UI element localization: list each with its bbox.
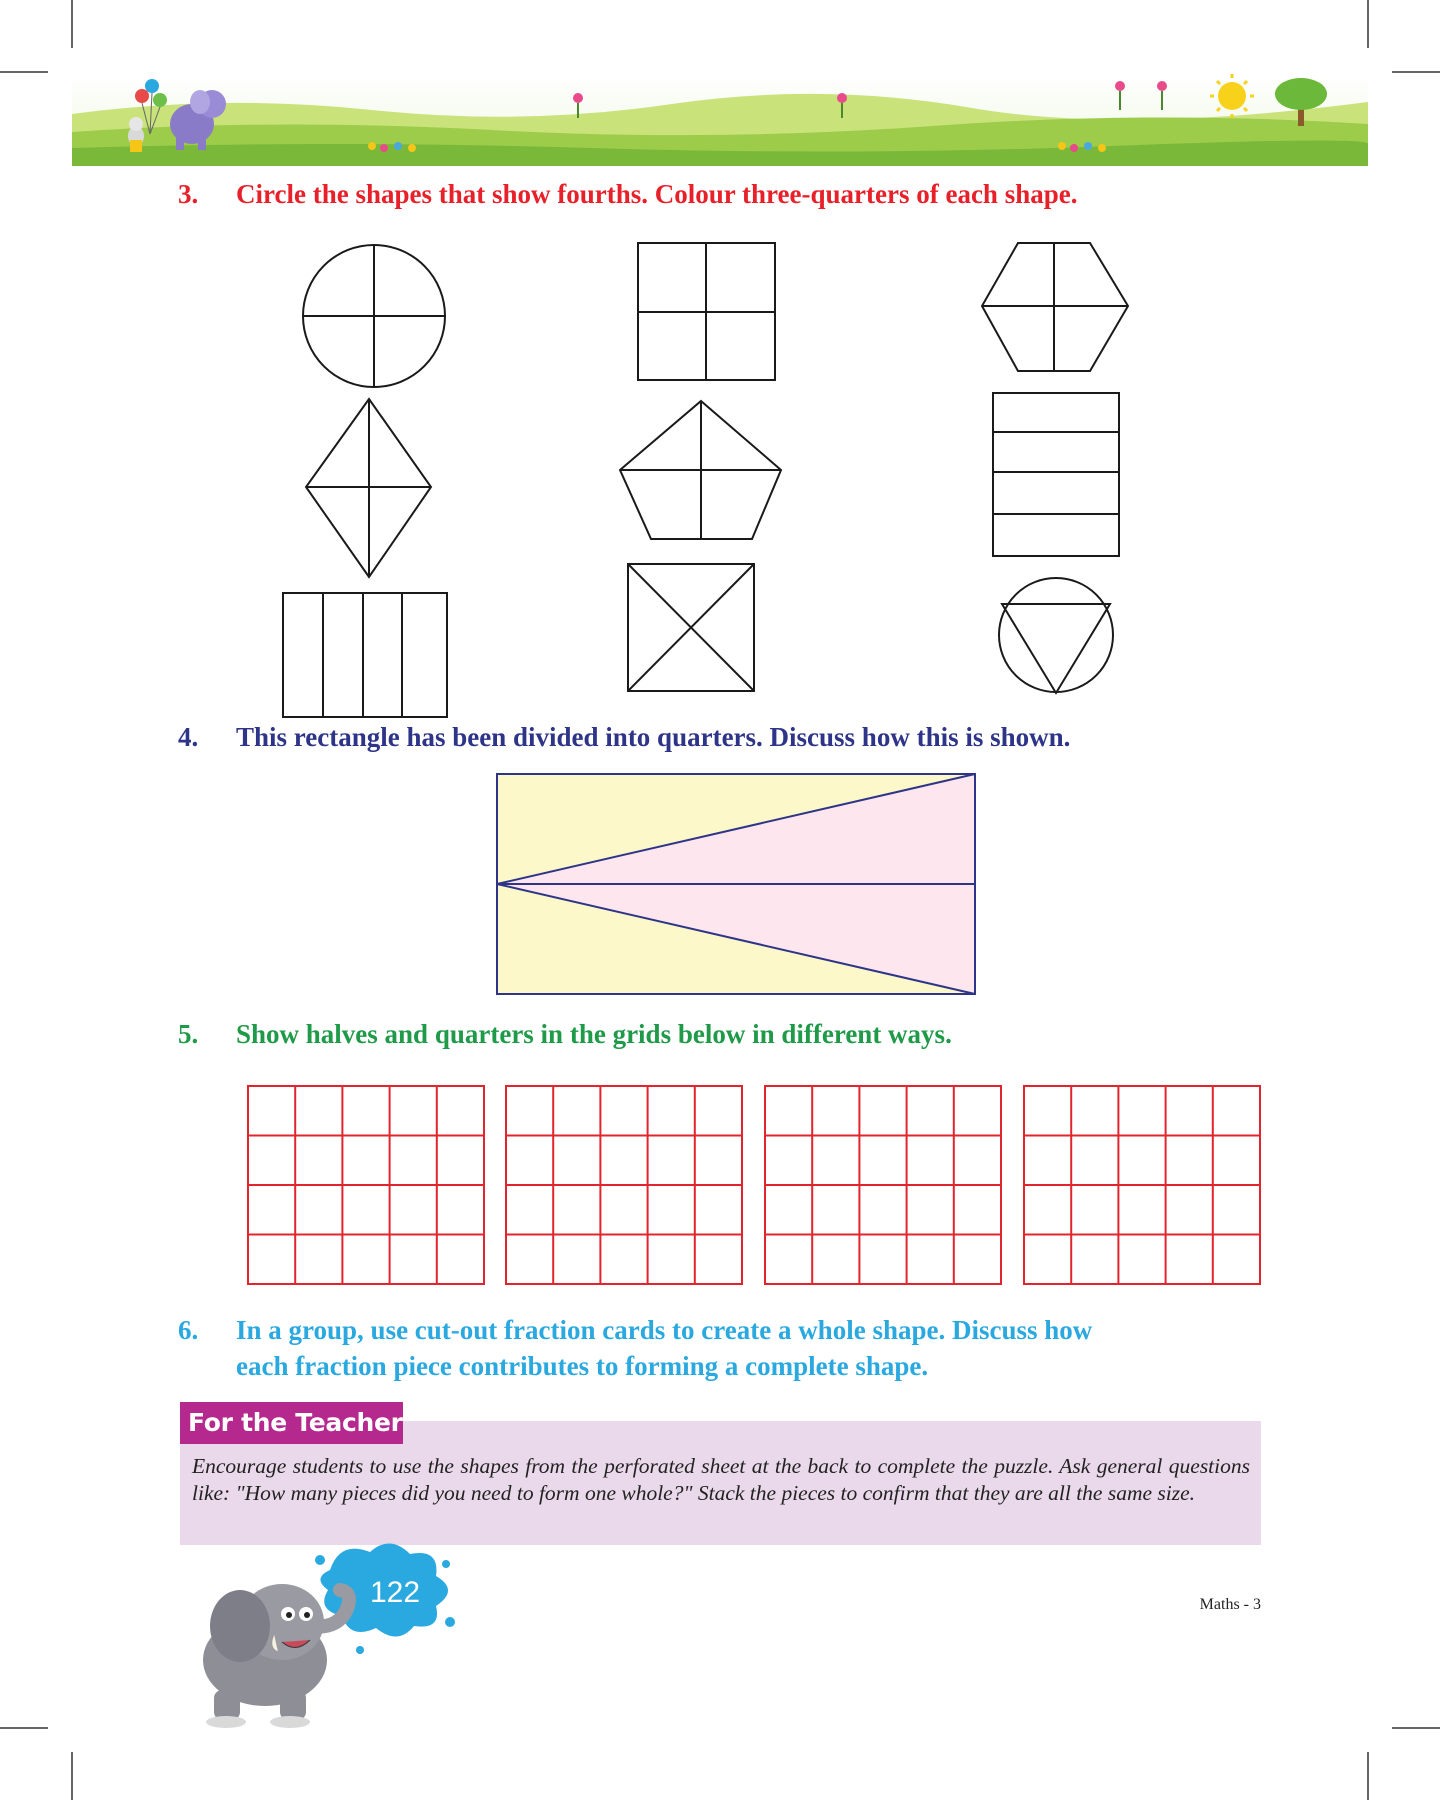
book-label: Maths - 3 [1199, 1596, 1261, 1613]
page-number: 122 [370, 1576, 421, 1609]
grid-1[interactable] [248, 1086, 484, 1284]
teacher-note-text: Encourage students to use the shapes from the perforated sheet at the back to complete the puzzle. Ask general questions like: "How many pieces did you need to form one whole?" Stack the pieces to confirm that they are all the same size. [192, 1454, 1250, 1505]
question-6 [178, 1312, 1278, 1384]
question-number: 6. [178, 1315, 199, 1345]
teacher-note-heading: For the Teacher [180, 1402, 403, 1444]
grid-2[interactable] [506, 1086, 742, 1284]
question-text: This rectangle has been divided into quarters. Discuss how this is shown. [236, 722, 1071, 752]
question-number: 3. [178, 179, 199, 209]
question-number: 5. [178, 1019, 199, 1049]
question-text: Circle the shapes that show fourths. Colour three-quarters of each shape. [236, 179, 1078, 209]
question-text-line-1: In a group, use cut-out fraction cards to create a whole shape. Discuss how [236, 1315, 1093, 1345]
question-number: 4. [178, 722, 199, 752]
grid-4[interactable] [1024, 1086, 1260, 1284]
question-text-line-2: each fraction piece contributes to forming a complete shape. [236, 1351, 929, 1381]
grid-3[interactable] [765, 1086, 1001, 1284]
question-text: Show halves and quarters in the grids below in different ways. [236, 1019, 952, 1049]
elephant-mascot-icon [170, 1530, 460, 1730]
